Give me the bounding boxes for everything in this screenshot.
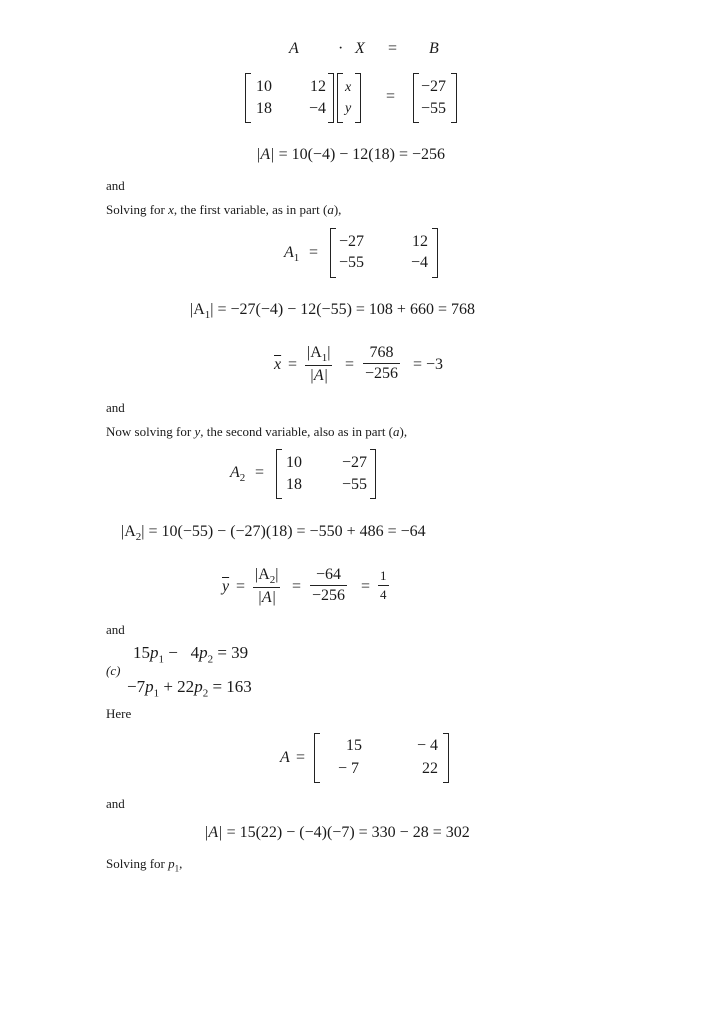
text: 2 xyxy=(135,531,142,544)
solve-x-text xyxy=(106,202,341,218)
bracket-right xyxy=(370,449,376,499)
text: |A| xyxy=(257,589,277,607)
x-bar: $\overline{x}$ xyxy=(274,356,282,373)
matrix-cell: 12 xyxy=(310,78,326,95)
text: , the first variable, as in part ( xyxy=(173,202,328,217)
text: 2 xyxy=(202,687,209,700)
y-bar: $\overline{y}$ xyxy=(222,578,230,595)
det-A2-equation xyxy=(121,523,426,543)
bracket-left xyxy=(314,733,320,783)
fraction xyxy=(253,566,280,607)
fraction xyxy=(378,568,389,603)
text: |A| xyxy=(309,367,329,385)
equals-sign: = xyxy=(288,356,298,373)
text: |A xyxy=(190,301,205,318)
equals-sign: = xyxy=(296,749,306,766)
vector-cell: −55 xyxy=(421,100,447,117)
text: − 4 xyxy=(164,643,200,662)
matrix-cell: − 7 xyxy=(338,760,360,777)
bracket-right xyxy=(432,228,438,278)
text: −7 xyxy=(127,677,146,696)
fraction xyxy=(363,344,400,383)
text: 1 xyxy=(321,352,328,365)
matrix-cell: −27 xyxy=(341,454,367,471)
text: 1 xyxy=(204,309,211,322)
text: p xyxy=(150,643,159,662)
bracket-left xyxy=(413,73,419,123)
part-c-label: (c) xyxy=(106,663,121,678)
text: = 163 xyxy=(208,677,252,696)
text: |A| xyxy=(204,824,223,841)
equals-sign: = xyxy=(236,578,246,595)
text: −256 xyxy=(312,587,346,604)
text: |A xyxy=(307,344,322,361)
text: Solving for xyxy=(106,856,169,871)
text: | = −27(−4) − 12(−55) = 108 + 660 = 768 xyxy=(210,301,475,318)
text: Now solving for xyxy=(106,424,195,439)
A2-label xyxy=(230,464,245,484)
text: p xyxy=(199,643,208,662)
text: ), xyxy=(399,424,408,439)
text: 2 xyxy=(207,653,214,666)
matrix-cell: −55 xyxy=(341,476,367,493)
text: p xyxy=(194,677,203,696)
equals-sign: = xyxy=(255,464,265,481)
text: = 15(22) − (−4)(−7) = 330 − 28 = 302 xyxy=(222,824,470,841)
text: , the second variable, also as in part ( xyxy=(200,424,394,439)
bracket-left xyxy=(245,73,251,123)
text-and: and xyxy=(106,400,125,415)
text-and: and xyxy=(106,178,125,193)
matrix-cell: − 4 xyxy=(416,737,438,754)
text-here: Here xyxy=(106,706,132,721)
det-A-equation xyxy=(256,146,445,164)
label-X: X xyxy=(355,40,365,57)
text: = 39 xyxy=(213,643,249,662)
text: p xyxy=(168,856,175,871)
text: Solving for xyxy=(106,202,169,217)
A-label: A xyxy=(280,749,290,766)
equation-2 xyxy=(127,677,252,699)
text: 4 xyxy=(380,587,387,602)
result: = −3 xyxy=(413,356,444,373)
text: A xyxy=(230,464,240,481)
A1-label xyxy=(284,244,299,264)
text: p xyxy=(145,677,154,696)
text: 2 xyxy=(269,574,276,587)
fraction xyxy=(305,344,332,385)
vector-cell: y xyxy=(345,101,352,116)
matrix-cell: 15 xyxy=(346,737,362,754)
text: A xyxy=(284,244,294,261)
matrix-cell: 18 xyxy=(256,100,272,117)
text: 15 xyxy=(133,643,150,662)
text: | = 10(−55) − (−27)(18) = −550 + 486 = −64 xyxy=(141,523,426,540)
label-A: A xyxy=(289,40,299,57)
text: a xyxy=(327,202,334,217)
equals-sign: = xyxy=(309,244,319,261)
bracket-right xyxy=(443,733,449,783)
det-A-equation-c xyxy=(204,824,470,842)
text: 1 xyxy=(158,653,164,666)
text: 2 xyxy=(239,472,246,485)
text: , xyxy=(179,856,183,871)
text: x xyxy=(168,202,174,217)
bracket-left xyxy=(337,73,343,123)
text-and: and xyxy=(106,622,125,637)
matrix-cell: −4 xyxy=(308,100,326,117)
text: 1 xyxy=(293,252,300,265)
matrix-cell: 22 xyxy=(422,760,438,777)
matrix-cell: 10 xyxy=(256,78,272,95)
text: | xyxy=(275,566,279,583)
text: 1 xyxy=(378,568,389,586)
matrix-cell: 10 xyxy=(286,454,302,471)
equals-sign: = xyxy=(361,578,371,595)
text: | xyxy=(327,344,331,361)
matrix-cell: −4 xyxy=(410,254,428,271)
equals-sign: = xyxy=(292,578,302,595)
label-dot: · xyxy=(338,40,344,57)
text: + 22 xyxy=(159,677,195,696)
solve-p1-text xyxy=(106,856,182,874)
det-rhs: = 10(−4) − 12(18) = −256 xyxy=(274,146,446,163)
bracket-right xyxy=(355,73,361,123)
det-A1-equation xyxy=(190,301,475,321)
matrix-cell: −27 xyxy=(339,233,365,250)
bracket-right xyxy=(451,73,457,123)
matrix-cell: 12 xyxy=(412,233,428,250)
text: 1 xyxy=(153,687,160,700)
vector-cell: x xyxy=(345,80,352,95)
label-B: B xyxy=(429,40,439,57)
matrix-cell: −55 xyxy=(339,254,365,271)
bracket-left xyxy=(276,449,282,499)
equation-1 xyxy=(133,643,248,665)
text: y xyxy=(194,424,201,439)
vector-cell: −27 xyxy=(421,78,447,95)
text: |A xyxy=(121,523,136,540)
text: −256 xyxy=(365,365,399,382)
fraction xyxy=(310,566,347,605)
text: 1 xyxy=(174,863,180,874)
solve-y-text xyxy=(106,424,407,440)
text-and: and xyxy=(106,796,125,811)
equals-sign: = xyxy=(345,356,355,373)
label-eq: = xyxy=(388,40,398,57)
text: ), xyxy=(333,202,342,217)
bracket-left xyxy=(330,228,336,278)
det-lhs: |A| xyxy=(256,146,275,163)
matrix-cell: 18 xyxy=(286,476,302,493)
bracket-right xyxy=(328,73,334,123)
text: 768 xyxy=(363,344,400,364)
equals-sign: = xyxy=(386,88,396,105)
text: |A xyxy=(255,566,270,583)
text: a xyxy=(393,424,400,439)
text: −64 xyxy=(310,566,347,586)
